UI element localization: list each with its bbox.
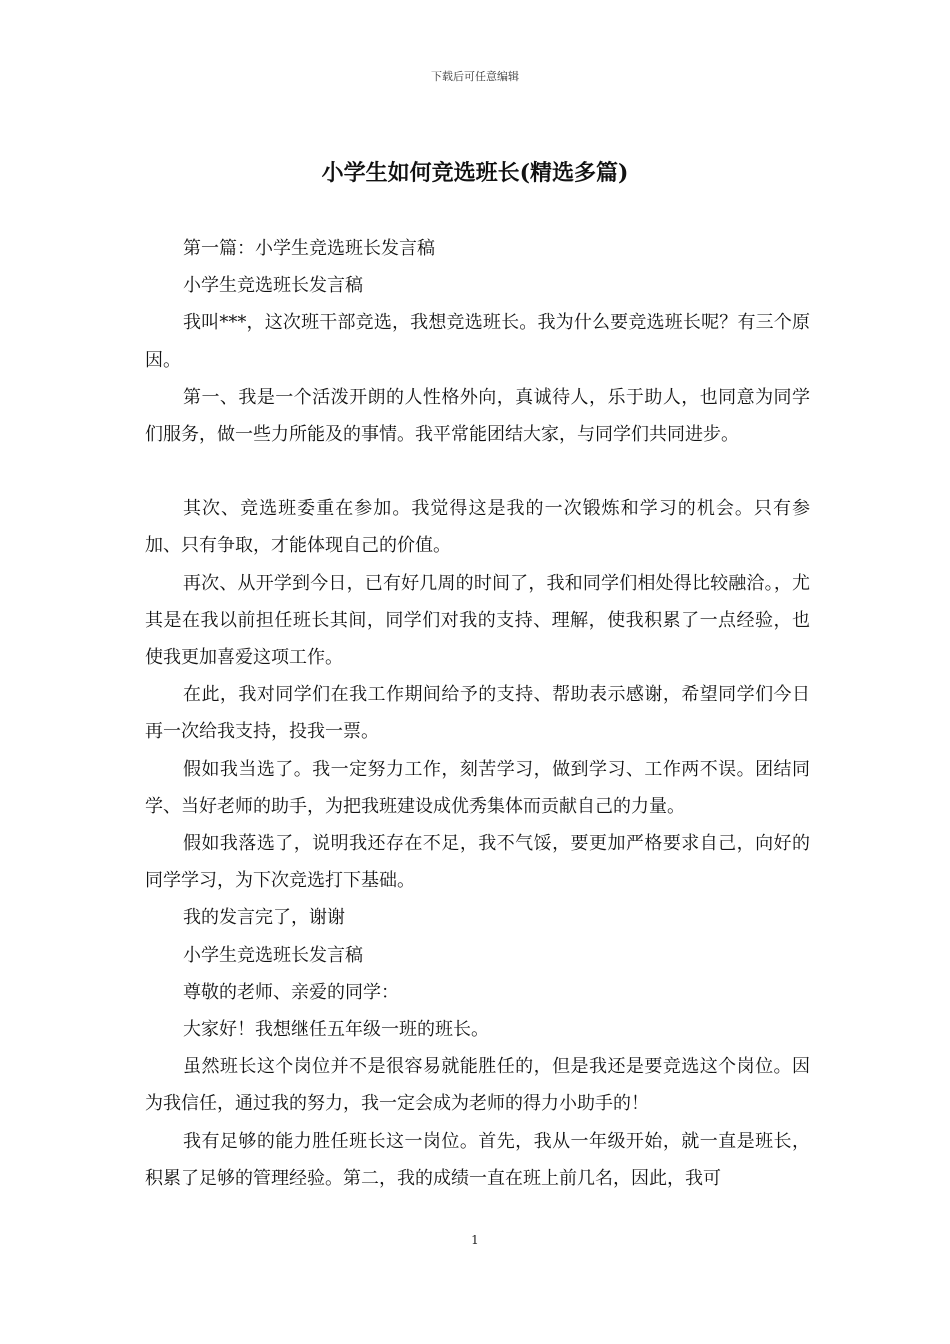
header-note: 下载后可任意编辑 [431, 70, 519, 83]
body-paragraph: 大家好！我想继任五年级一班的班长。 [183, 1019, 489, 1041]
body-paragraph: 假如我落选了，说明我还存在不足，我不气馁，要更加严格要求自己，向好的同学学习，为下次竞选打下基础。 [145, 833, 810, 892]
body-paragraph: 我叫***，这次班干部竞选，我想竞选班长。我为什么要竞选班长呢？有三个原因。 [145, 312, 810, 371]
document-title: 小学生如何竞选班长(精选多篇) [321, 160, 629, 186]
body-paragraph: 在此，我对同学们在我工作期间给予的支持、帮助表示感谢，希望同学们今日再一次给我支持，投我一票。 [145, 684, 810, 743]
body-paragraph: 我的发言完了，谢谢 [183, 907, 345, 929]
body-paragraph: 我有足够的能力胜任班长这一岗位。首先，我从一年级开始，就一直是班长，积累了足够的管理经验。第二，我的成绩一直在班上前几名，因此，我可 [145, 1130, 810, 1189]
body-paragraph: 其次、竞选班委重在参加。我觉得这是我的一次锻炼和学习的机会。只有参加、只有争取，才能体现自己的价值。 [145, 498, 810, 557]
body-paragraph: 假如我当选了。我一定努力工作，刻苦学习，做到学习、工作两不误。团结同学、当好老师的助手，为把我班建设成优秀集体而贡献自己的力量。 [145, 758, 810, 817]
body-paragraph: 再次、从开学到今日，已有好几周的时间了，我和同学们相处得比较融洽。，尤其是在我以前担任班长其间，同学们对我的支持、理解，使我积累了一点经验，也使我更加喜爱这项工作。 [145, 572, 810, 669]
body-paragraph: 虽然班长这个岗位并不是很容易就能胜任的，但是我还是要竞选这个岗位。因为我信任，通过我的努力，我一定会成为老师的得力小助手的！ [145, 1056, 810, 1115]
speech-title: 小学生竞选班长发言稿 [183, 275, 363, 297]
body-paragraph: 第一、我是一个活泼开朗的人性格外向，真诚待人，乐于助人，也同意为同学们服务，做一些力所能及的事情。我平常能团结大家，与同学们共同进步。 [145, 386, 810, 446]
speech-title: 小学生竞选班长发言稿 [183, 944, 363, 966]
page-number: 1 [471, 1233, 479, 1247]
salutation: 尊敬的老师、亲爱的同学： [183, 981, 399, 1003]
document-body [145, 230, 810, 1197]
section-heading: 第一篇：小学生竞选班长发言稿 [183, 238, 435, 259]
